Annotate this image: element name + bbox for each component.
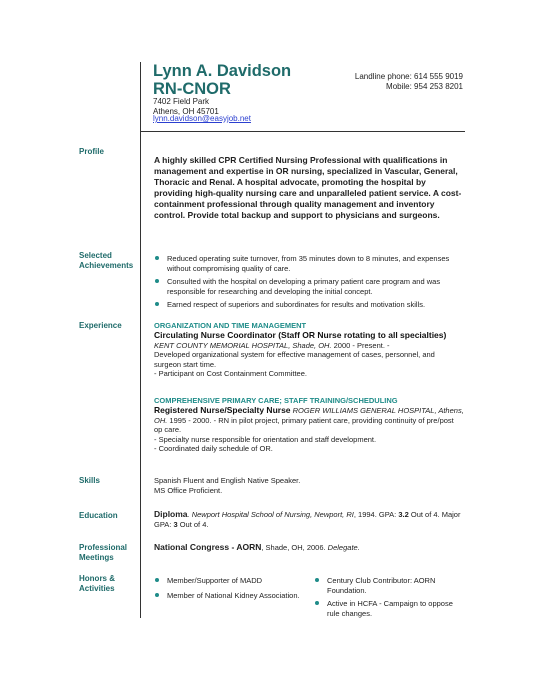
experience-label: Experience bbox=[79, 321, 122, 330]
major-rest: Out of 4. bbox=[177, 519, 209, 529]
achievement-text: Earned respect of superiors and subordinates for results and motivation skills. bbox=[167, 300, 426, 309]
list-item bbox=[154, 277, 464, 296]
experience-detail: - Coordinated daily schedule of OR. bbox=[154, 444, 273, 453]
credentials: RN-CNOR bbox=[153, 80, 231, 98]
bullet-icon bbox=[155, 256, 159, 260]
meetings-label-line-1: Professional bbox=[79, 543, 128, 552]
education-entry bbox=[154, 510, 462, 529]
list-item bbox=[154, 576, 304, 586]
experience-detail: - Specialty nurse responsible for orientation and staff development. bbox=[154, 434, 377, 444]
employer: ROGER WILLIAMS GENERAL HOSPITAL, Athens, OH. bbox=[154, 406, 464, 425]
honors-left-list bbox=[154, 576, 304, 604]
school: . Newport Hospital School of Nursing, Newport, RI bbox=[187, 510, 354, 519]
meetings-label bbox=[79, 543, 127, 563]
honors-label-line-2: Activities bbox=[79, 584, 115, 593]
achievements-label-line-1: Selected bbox=[79, 251, 112, 260]
skills-label: Skills bbox=[79, 476, 100, 485]
honors-label-line-1: Honors & bbox=[79, 574, 115, 583]
experience-employer-line bbox=[154, 341, 464, 351]
experience-entry-2 bbox=[154, 396, 464, 454]
achievements-label bbox=[79, 251, 133, 271]
profile-text: A highly skilled CPR Certified Nursing Professional with qualifications in management and expertise in OR nursing, specialized in Vascular, General, Thoracic and Renal. A hospital advocate, promoting the hospital by providing high-quality nursing care and unparalleled patient service. A cost-containment professional through quality management and inventory control. Provide total backup and support to physicians and surgeons. bbox=[154, 155, 462, 220]
header-divider bbox=[140, 131, 465, 132]
honor-text: Century Club Contributor: AORN Foundation. bbox=[327, 576, 436, 595]
honors-label bbox=[79, 574, 115, 594]
meeting-name: National Congress - AORN bbox=[154, 542, 262, 552]
bullet-icon bbox=[155, 279, 159, 283]
landline-phone: Landline phone: 614 555 9019 bbox=[354, 72, 463, 81]
list-item bbox=[314, 576, 464, 595]
job-title: Circulating Nurse Coordinator (Staff OR Nurse rotating to all specialties) bbox=[154, 330, 447, 340]
experience-title-line bbox=[154, 331, 464, 341]
experience-detail: Developed organizational system for effective management of cases, personnel, and surgeon start time. bbox=[154, 350, 435, 369]
meeting-place: , Shade, OH, 2006. bbox=[261, 543, 328, 552]
education-label: Education bbox=[79, 511, 118, 520]
candidate-name: Lynn A. Davidson bbox=[153, 62, 292, 80]
dates: 2000 - Present. - bbox=[331, 340, 390, 350]
honor-text: Member/Supporter of MADD bbox=[167, 576, 263, 585]
bullet-icon bbox=[155, 578, 159, 582]
achievement-text: Reduced operating suite turnover, from 35 minutes down to 8 minutes, and expenses without compromising quality of care. bbox=[167, 254, 450, 273]
job-title: Registered Nurse/Specialty Nurse bbox=[154, 405, 291, 415]
list-item bbox=[154, 254, 464, 273]
meetings-label-line-2: Meetings bbox=[79, 553, 114, 562]
skill-item: MS Office Proficient. bbox=[154, 485, 223, 495]
achievements-list bbox=[154, 254, 464, 314]
bullet-icon bbox=[155, 593, 159, 597]
experience-entry-1 bbox=[154, 321, 464, 379]
phone-block bbox=[300, 72, 463, 92]
mobile-phone: Mobile: 954 253 8201 bbox=[386, 82, 463, 91]
gpa: 3.2 bbox=[398, 510, 409, 519]
achievement-text: Consulted with the hospital on developing a primary patient care program and was responsible for researching and developing the initial concept. bbox=[167, 277, 441, 296]
major-gpa: 3 bbox=[173, 519, 178, 529]
email-link[interactable]: lynn.davidson@easyjob.net bbox=[153, 114, 251, 123]
left-rule bbox=[140, 62, 141, 618]
gpa-rest: Out of 4. Major GPA: bbox=[154, 510, 461, 529]
honors-right-list bbox=[314, 576, 464, 622]
address-line-1: 7402 Field Park bbox=[153, 97, 210, 106]
degree: Diploma bbox=[154, 509, 188, 519]
experience-title-line bbox=[154, 406, 464, 435]
experience-heading: ORGANIZATION AND TIME MANAGEMENT bbox=[154, 321, 307, 330]
skills-list bbox=[154, 476, 464, 495]
employer: KENT COUNTY MEMORIAL HOSPITAL, Shade, OH. bbox=[154, 340, 332, 350]
experience-detail: - Participant on Cost Containment Committee. bbox=[154, 369, 307, 378]
experience-heading: COMPREHENSIVE PRIMARY CARE; STAFF TRAINING/SCHEDULING bbox=[154, 396, 398, 405]
skill-item: Spanish Fluent and English Native Speaker. bbox=[154, 476, 301, 485]
bullet-icon bbox=[315, 578, 319, 582]
meeting-role: Delegate. bbox=[327, 543, 360, 552]
meetings-entry bbox=[154, 543, 464, 553]
honor-text: Member of National Kidney Association. bbox=[167, 590, 300, 600]
bullet-icon bbox=[155, 302, 159, 306]
list-item bbox=[314, 599, 464, 618]
year-gpa: , 1994. GPA: bbox=[353, 510, 399, 519]
list-item bbox=[154, 300, 464, 310]
bullet-icon bbox=[315, 601, 319, 605]
achievements-label-line-2: Achievements bbox=[79, 261, 134, 270]
address-line-2: Athens, OH 45701 bbox=[153, 107, 219, 116]
dates: 1995 - 2000. - RN in pilot project, primary patient care, providing continuity of pre/post op care. bbox=[154, 415, 454, 434]
profile-label: Profile bbox=[79, 147, 104, 156]
honor-text: Active in HCFA - Campaign to oppose rule changes. bbox=[327, 599, 453, 618]
list-item bbox=[154, 591, 304, 601]
